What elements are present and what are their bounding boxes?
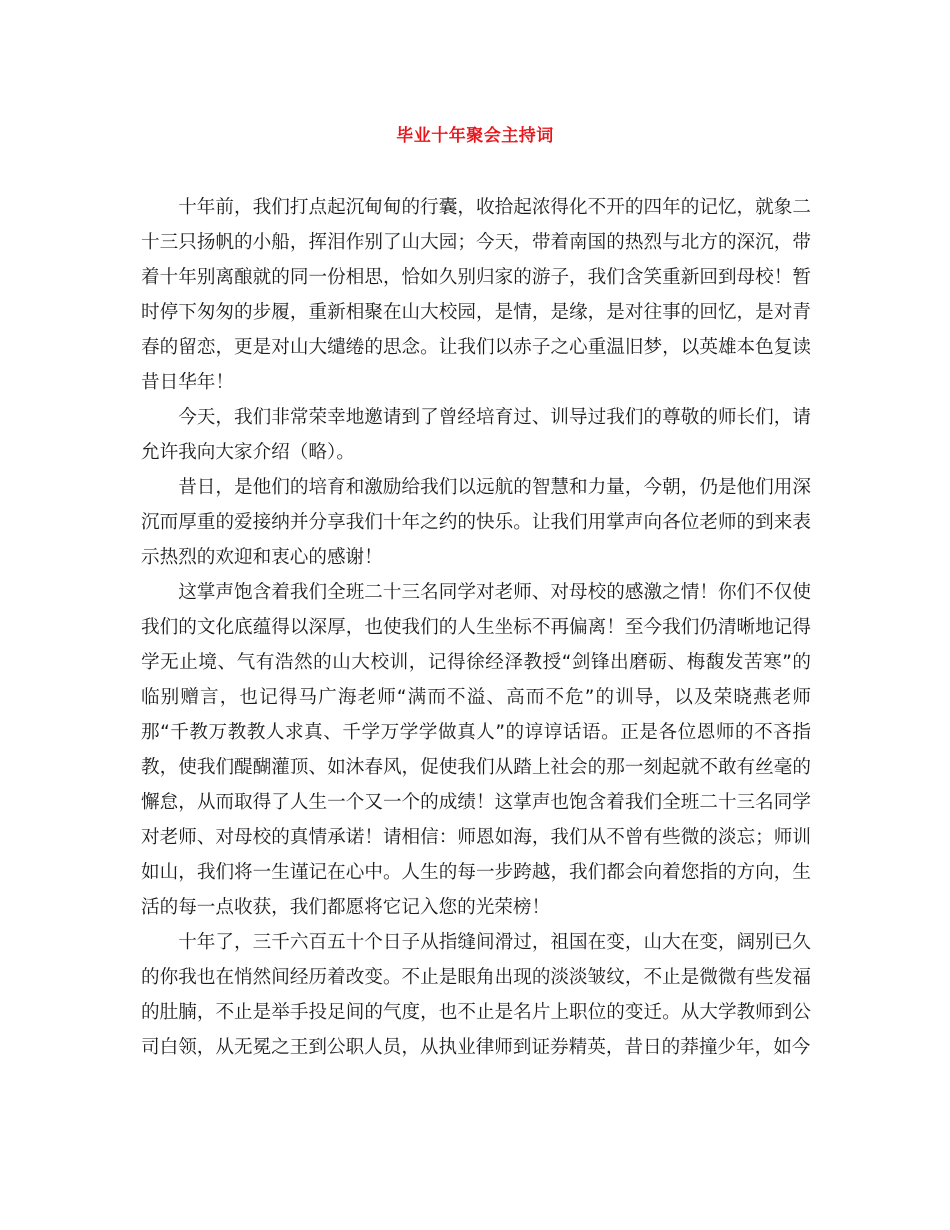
paragraph-3: 昔日，是他们的培育和激励给我们以远航的智慧和力量，今朝，仍是他们用深沉而厚重的爱接纳并分享我们十年之约的快乐。让我们用掌声向各位老师的到来表示热烈的欢迎和衷心的感谢！ xyxy=(141,477,811,568)
paragraph-1: 十年前，我们打点起沉甸甸的行囊，收拾起浓得化不开的四年的记忆，就象二十三只扬帆的小船，挥泪作别了山大园；今天，带着南国的热烈与北方的深沉，带着十年别离酿就的同一份相思，恰如久别归家的游子，我们含笑重新回到母校！暂时停下匆匆的步履，重新相聚在山大校园，是情，是缘，是对往事的回忆，是对青春的留恋，更是对山大缱绻的思念。让我们以赤子之心重温旧梦，以英雄本色复读昔日华年！ xyxy=(141,197,811,393)
paragraph-4: 这掌声饱含着我们全班二十三名同学对老师、对母校的感激之情！你们不仅使我们的文化底蕴得以深厚，也使我们的人生坐标不再偏离！至今我们仍清晰地记得学无止境、气有浩然的山大校训，记得徐经泽教授“剑锋出磨砺、梅馥发苦寒”的临别赠言，也记得马广海老师“满而不溢、高而不危”的训导，以及荣晓燕老师那“千教万教教人求真、千学万学学做真人”的谆谆话语。正是各位恩师的不吝指教，使我们醍醐灌顶、如沐春风，促使我们从踏上社会的那一刻起就不敢有丝毫的懈怠，从而取得了人生一个又一个的成绩！这掌声也饱含着我们全班二十三名同学对老师、对母校的真情承诺！请相信：师恩如海，我们从不曾有些微的淡忘；师训如山，我们将一生谨记在心中。人生的每一步跨越，我们都会向着您指的方向，生活的每一点收获，我们都愿将它记入您的光荣榜！ xyxy=(141,582,811,918)
paragraph-2: 今天，我们非常荣幸地邀请到了曾经培育过、训导过我们的尊敬的师长们，请允许我向大家介绍（略）。 xyxy=(141,407,811,463)
paragraph-5: 十年了，三千六百五十个日子从指缝间滑过，祖国在变，山大在变，阔别已久的你我也在悄然间经历着改变。不止是眼角出现的淡淡皱纹，不止是微微有些发福的肚腩，不止是举手投足间的气度，也不止是名片上职位的变迁。从大学教师到公司白领，从无冕之王到公职人员，从执业律师到证券精英，昔日的莽撞少年，如今 xyxy=(141,932,811,1058)
document-body xyxy=(141,190,811,1065)
document-title: 毕业十年聚会主持词 xyxy=(396,126,554,146)
